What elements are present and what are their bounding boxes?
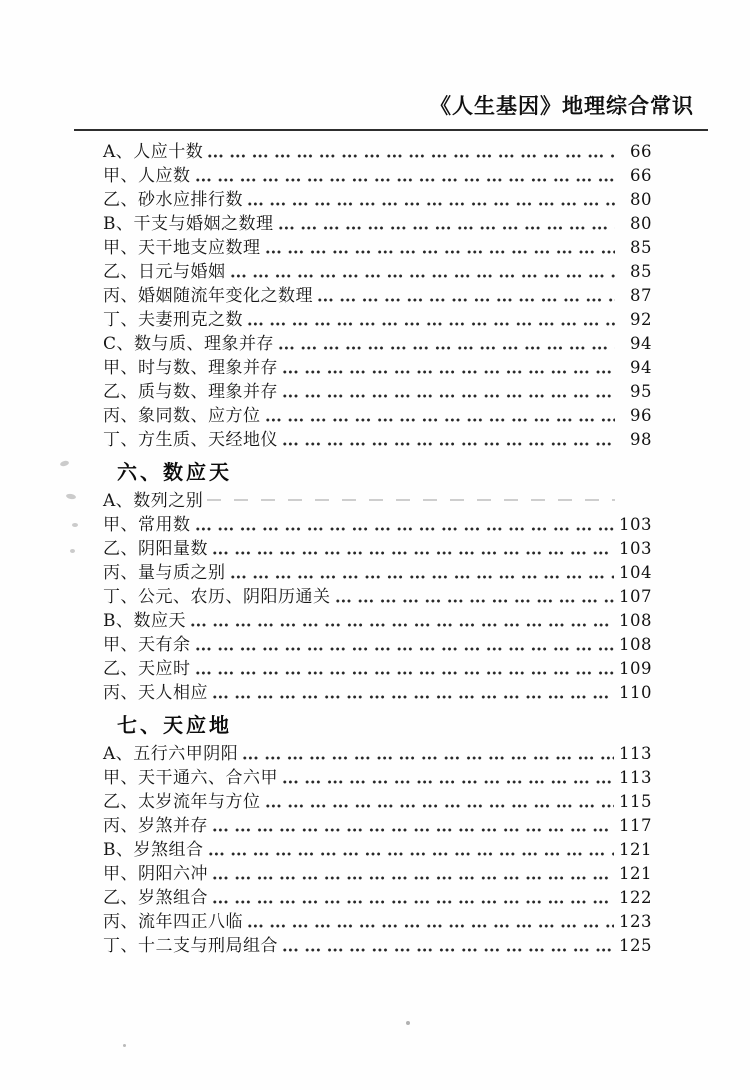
toc-entry-label: 乙、日元与婚姻 — [103, 262, 226, 282]
toc-entry-label: 丙、流年四正八临 — [103, 912, 243, 932]
toc-entry — [103, 910, 652, 934]
toc-entry-label: 丙、婚姻随流年变化之数理 — [103, 286, 313, 306]
toc-entry-page: 108 — [619, 611, 652, 630]
toc-entry-label: B、岁煞组合 — [103, 840, 204, 860]
dotted-leader — [212, 537, 614, 561]
toc-entry-page: 80 — [630, 214, 652, 233]
toc-entry — [103, 838, 652, 862]
toc-entry — [103, 742, 652, 766]
toc-entry-label: A、数列之别 — [103, 491, 204, 511]
toc-entry-page: 107 — [619, 587, 652, 606]
toc-entry — [103, 862, 652, 886]
toc-entry-label: A、人应十数 — [103, 142, 204, 162]
toc-entry — [103, 886, 652, 910]
toc-entry-label: 乙、阴阳量数 — [103, 539, 208, 559]
dotted-leader — [212, 814, 614, 838]
scan-artifact — [72, 523, 78, 527]
dotted-leader — [195, 164, 616, 188]
toc-entry-page: 104 — [619, 563, 652, 582]
toc-entry-page: 103 — [619, 515, 652, 534]
toc-entry-page: 94 — [630, 358, 652, 377]
toc-entry — [103, 790, 652, 814]
toc-entry-page: 98 — [630, 430, 652, 449]
toc-entry-label: 乙、岁煞组合 — [103, 888, 208, 908]
toc-section-heading: 六、数应天 — [117, 460, 232, 484]
header-divider — [74, 129, 708, 131]
toc-entry-page: 96 — [630, 406, 652, 425]
dotted-leader — [230, 561, 615, 585]
toc-entry — [103, 814, 652, 838]
toc-entry-page: 113 — [619, 768, 652, 787]
dotted-leader — [265, 404, 616, 428]
toc-entry-label: B、干支与婚姻之数理 — [103, 214, 274, 234]
toc-entry-label: 丙、天人相应 — [103, 683, 208, 703]
toc-entry-page: 85 — [630, 238, 652, 257]
dotted-leader — [278, 212, 616, 236]
toc-entry — [103, 284, 652, 308]
toc-entry — [103, 332, 652, 356]
toc-entry — [103, 513, 652, 537]
toc-entry-label: 丁、公元、农历、阴阳历通关 — [103, 587, 331, 607]
toc-entry — [103, 561, 652, 585]
toc-entry — [103, 260, 652, 284]
toc-entry — [103, 356, 652, 380]
toc-entry-page: 113 — [619, 744, 652, 763]
toc-entry-page: 94 — [630, 334, 652, 353]
toc-entry-page: 92 — [630, 310, 652, 329]
toc-list — [103, 140, 652, 958]
dotted-leader — [207, 140, 615, 164]
scan-artifact — [123, 1044, 126, 1047]
toc-section-heading: 七、天应地 — [117, 713, 232, 737]
toc-entry-page: 66 — [630, 166, 652, 185]
dotted-leader — [242, 742, 614, 766]
toc-entry — [103, 681, 652, 705]
toc-entry-page: 80 — [630, 190, 652, 209]
dotted-leader — [230, 260, 616, 284]
toc-entry-label: A、五行六甲阴阳 — [103, 744, 239, 764]
dotted-leader — [212, 886, 614, 910]
toc-entry — [103, 164, 652, 188]
toc-entry — [103, 489, 652, 513]
toc-entry-label: C、数与质、理象并存 — [103, 334, 275, 354]
toc-entry-label: 甲、天干地支应数理 — [103, 238, 261, 258]
dotted-leader — [247, 910, 614, 934]
toc-entry-label: 丙、量与质之别 — [103, 563, 226, 583]
toc-entry-label: B、数应天 — [103, 611, 186, 631]
dotted-leader — [190, 609, 614, 633]
dotted-leader — [282, 766, 614, 790]
toc-entry-page: 115 — [619, 792, 652, 811]
toc-entry-label: 乙、砂水应排行数 — [103, 190, 243, 210]
toc-entry-page: 110 — [619, 683, 652, 702]
toc-entry-label: 甲、天干通六、合六甲 — [103, 768, 278, 788]
toc-entry — [103, 212, 652, 236]
toc-entry — [103, 657, 652, 681]
toc-entry-page: 87 — [630, 286, 652, 305]
toc-entry — [103, 380, 652, 404]
dotted-leader — [247, 308, 615, 332]
toc-entry — [103, 140, 652, 164]
dotted-leader — [282, 428, 615, 452]
scan-artifact — [66, 493, 77, 500]
toc-entry-label: 乙、天应时 — [103, 659, 191, 679]
toc-entry-label: 乙、太岁流年与方位 — [103, 792, 261, 812]
dotted-leader — [212, 681, 614, 705]
toc-entry-page: 125 — [619, 936, 652, 955]
dotted-leader — [335, 585, 615, 609]
dotted-leader — [195, 513, 615, 537]
dotted-leader — [247, 188, 615, 212]
dotted-leader — [282, 380, 615, 404]
toc-entry-label: 甲、天有余 — [103, 635, 191, 655]
toc-entry — [103, 766, 652, 790]
dotted-leader — [317, 284, 615, 308]
toc-entry — [103, 308, 652, 332]
toc-entry-label: 甲、常用数 — [103, 515, 191, 535]
toc-entry — [103, 236, 652, 260]
toc-entry — [103, 934, 652, 958]
dotted-leader — [207, 489, 615, 513]
dotted-leader — [195, 657, 615, 681]
toc-entry — [103, 404, 652, 428]
dotted-leader — [282, 356, 615, 380]
toc-entry-page: 95 — [630, 382, 652, 401]
toc-entry — [103, 188, 652, 212]
toc-entry — [103, 633, 652, 657]
toc-entry-label: 甲、阴阳六冲 — [103, 864, 208, 884]
toc-entry — [103, 585, 652, 609]
scan-artifact — [406, 1021, 410, 1025]
toc-entry-label: 甲、人应数 — [103, 166, 191, 186]
toc-entry-page: 121 — [619, 864, 652, 883]
page-header-title: 《人生基因》地理综合常识 — [430, 93, 694, 118]
dotted-leader — [265, 790, 615, 814]
toc-entry-label: 乙、质与数、理象并存 — [103, 382, 278, 402]
dotted-leader — [278, 332, 615, 356]
toc-entry-page: 123 — [619, 912, 652, 931]
toc-entry-page: 103 — [619, 539, 652, 558]
toc-entry-page: 121 — [619, 840, 652, 859]
dotted-leader — [265, 236, 616, 260]
toc-entry-label: 丙、岁煞并存 — [103, 816, 208, 836]
toc-entry-page: 66 — [630, 142, 652, 161]
toc-entry-label: 甲、时与数、理象并存 — [103, 358, 278, 378]
toc-entry-page: 85 — [630, 262, 652, 281]
toc-entry-label: 丙、象同数、应方位 — [103, 406, 261, 426]
toc-entry-page: 122 — [619, 888, 652, 907]
toc-entry-page: 109 — [619, 659, 652, 678]
toc-entry-page: 117 — [619, 816, 652, 835]
toc-entry-label: 丁、十二支与刑局组合 — [103, 936, 278, 956]
toc-entry-label: 丁、方生质、天经地仪 — [103, 430, 278, 450]
toc-entry — [103, 537, 652, 561]
dotted-leader — [212, 862, 614, 886]
toc-entry — [103, 609, 652, 633]
dotted-leader — [208, 838, 615, 862]
toc-entry — [103, 428, 652, 452]
scan-artifact — [60, 460, 70, 467]
scan-artifact — [70, 549, 75, 553]
toc-entry-label: 丁、夫妻刑克之数 — [103, 310, 243, 330]
dotted-leader — [282, 934, 614, 958]
toc-entry-page: 108 — [619, 635, 652, 654]
dotted-leader — [195, 633, 615, 657]
